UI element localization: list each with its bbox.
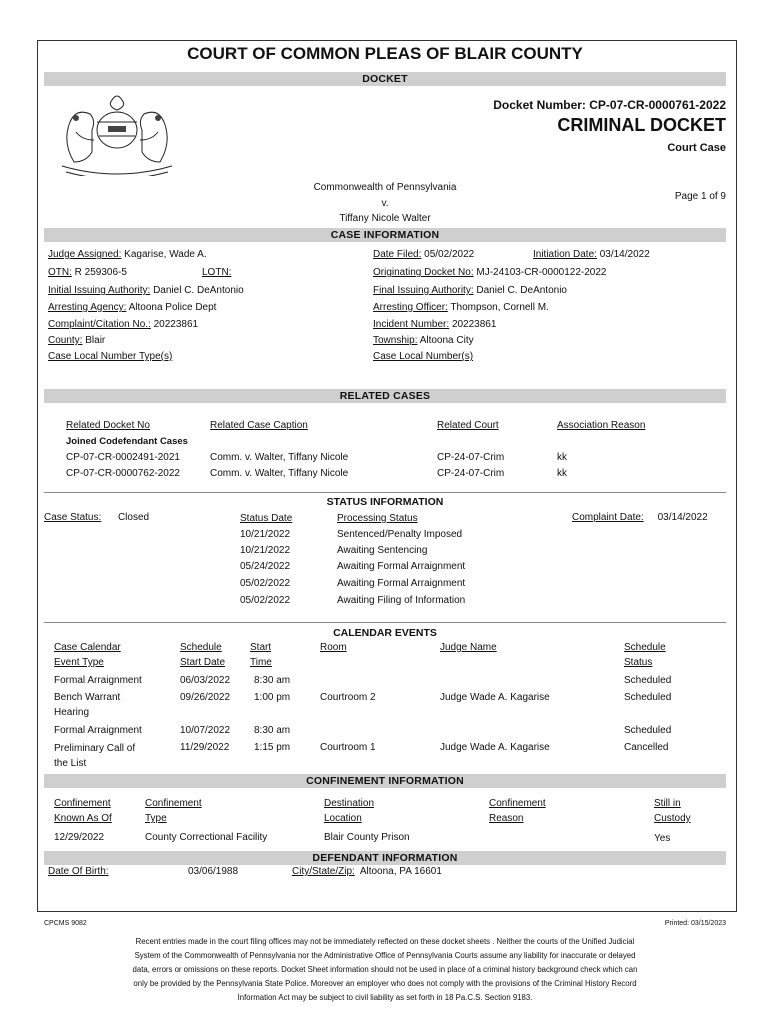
status-information-title: STATUS INFORMATION [326, 496, 444, 508]
date-filed-row: Date Filed: 05/02/2022 [373, 249, 475, 260]
initial-authority-row: Initial Issuing Authority: Daniel C. DeAntonio [48, 285, 244, 296]
destination-location-header: Location [324, 813, 362, 824]
still-in-custody-header: Custody [654, 813, 691, 824]
incident-number-row: Incident Number: 20223861 [373, 319, 497, 330]
related-caption-cell: Comm. v. Walter, Tiffany Nicole [210, 468, 349, 479]
confinement-type-header: Confinement [145, 798, 202, 809]
status-date-cell: 10/21/2022 [240, 529, 291, 540]
confinement-information-bar: CONFINEMENT INFORMATION [44, 774, 726, 788]
event-type-cell: Formal Arraignment [54, 725, 142, 736]
confinement-reason-header: Confinement [489, 798, 546, 809]
event-room-cell: Courtroom 2 [320, 692, 376, 703]
event-time-cell: 8:30 am [254, 725, 291, 736]
judge-assigned-row: Judge Assigned: Kagarise, Wade A. [48, 249, 207, 260]
criminal-docket-title: CRIMINAL DOCKET [557, 115, 726, 135]
related-cases-bar: RELATED CASES [44, 389, 726, 403]
destination-location-header: Destination [324, 798, 375, 809]
otn-row: OTN: R 259306-5 [48, 267, 127, 278]
still-in-custody-cell: Yes [654, 833, 671, 844]
processing-status-cell: Awaiting Formal Arraignment [337, 578, 466, 589]
known-as-of-cell: 12/29/2022 [54, 832, 105, 843]
lotn-label: LOTN: [202, 267, 232, 278]
schedule-status-header: Status [624, 657, 653, 668]
event-time-cell: 1:00 pm [254, 692, 291, 703]
case-local-number-label: Case Local Number(s) [373, 351, 474, 362]
related-court-cell: CP-24-07-Crim [437, 452, 505, 463]
processing-status-cell: Awaiting Formal Arraignment [337, 561, 466, 572]
event-type-header: Case Calendar [54, 642, 121, 653]
caption-defendant: Tiffany Nicole Walter [339, 213, 431, 224]
arresting-officer-row: Arresting Officer: Thompson, Cornell M. [373, 302, 549, 313]
printed-date: Printed: 03/15/2023 [664, 920, 726, 927]
status-date-header: Status Date [240, 513, 293, 524]
processing-status-cell: Awaiting Sentencing [337, 545, 428, 556]
event-type-cell: Bench Warrant [54, 692, 121, 703]
county-row: County: Blair [48, 335, 106, 346]
pennsylvania-seal-icon [52, 92, 182, 176]
processing-status-cell: Sentenced/Penalty Imposed [337, 529, 463, 540]
final-authority-row: Final Issuing Authority: Daniel C. DeAntonio [373, 285, 567, 296]
event-time-cell: 8:30 am [254, 675, 291, 686]
caption-plaintiff: Commonwealth of Pennsylvania [313, 182, 457, 193]
status-divider [44, 492, 726, 493]
date-of-birth-value: 03/06/1988 [188, 866, 239, 877]
status-date-cell: 05/02/2022 [240, 578, 291, 589]
start-time-header: Time [250, 657, 272, 668]
event-date-cell: 10/07/2022 [180, 725, 231, 736]
court-title: COURT OF COMMON PLEAS OF BLAIR COUNTY [187, 44, 583, 63]
event-date-cell: 11/29/2022 [180, 742, 230, 753]
docket-number: Docket Number: CP-07-CR-0000761-2022 [493, 98, 726, 112]
complaint-number-row: Complaint/Citation No.: 20223861 [48, 319, 199, 330]
event-date-cell: 06/03/2022 [180, 675, 231, 686]
schedule-start-header: Schedule [180, 642, 222, 653]
event-judge-cell: Judge Wade A. Kagarise [440, 692, 550, 703]
case-local-type-label: Case Local Number Type(s) [48, 351, 173, 362]
association-reason-cell: kk [557, 468, 567, 479]
processing-status-header: Processing Status [337, 513, 418, 524]
confinement-type-header: Type [145, 813, 167, 824]
schedule-start-header: Start Date [180, 657, 226, 668]
event-status-cell: Scheduled [624, 692, 672, 703]
room-header: Room [320, 642, 347, 653]
form-id: CPCMS 9082 [44, 920, 87, 927]
association-reason-header: Association Reason [557, 420, 646, 431]
calendar-divider [44, 622, 726, 623]
known-as-of-header: Known As Of [54, 813, 112, 824]
destination-location-cell: Blair County Prison [324, 832, 410, 843]
court-case-label: Court Case [667, 142, 726, 154]
event-type-cell: Formal Arraignment [54, 675, 142, 686]
case-information-bar: CASE INFORMATION [44, 228, 726, 242]
related-caption-cell: Comm. v. Walter, Tiffany Nicole [210, 452, 349, 463]
case-status-row: Case Status: Closed [44, 512, 150, 523]
originating-docket-row: Originating Docket No: MJ-24103-CR-0000122-2022 [373, 267, 607, 278]
related-docket-cell: CP-07-CR-0002491-2021 [66, 452, 180, 463]
event-judge-cell: Judge Wade A. Kagarise [440, 742, 550, 753]
event-time-cell: 1:15 pm [254, 742, 291, 753]
related-caption-header: Related Case Caption [210, 420, 308, 431]
date-of-birth-label: Date Of Birth: [48, 866, 109, 877]
status-date-cell: 05/24/2022 [240, 561, 291, 572]
calendar-events-title: CALENDAR EVENTS [333, 627, 437, 639]
association-reason-cell: kk [557, 452, 567, 463]
event-status-cell: Cancelled [624, 742, 669, 753]
docket-bar: DOCKET [44, 72, 726, 86]
event-room-cell: Courtroom 1 [320, 742, 376, 753]
defendant-information-bar: DEFENDANT INFORMATION [44, 851, 726, 865]
event-type-cell: Preliminary Call of [54, 743, 136, 754]
event-type-cell: Hearing [54, 707, 90, 718]
disclaimer-line: System of the Commonwealth of Pennsylvania nor the Administrative Office of Pennsylvania Courts assume any liability for inaccurate or delayed [134, 951, 636, 960]
status-date-cell: 10/21/2022 [240, 545, 291, 556]
initiation-date-row: Initiation Date: 03/14/2022 [533, 249, 650, 260]
disclaimer-line: data, errors or omissions on these reports. Docket Sheet information should not be used in place of a criminal history background check which can [132, 965, 638, 974]
disclaimer-line: Information Act may be subject to civil liability as set forth in 18 Pa.C.S. Section 9183. [237, 993, 533, 1002]
judge-name-header: Judge Name [440, 642, 497, 653]
related-court-header: Related Court [437, 420, 499, 431]
still-in-custody-header: Still in [654, 798, 681, 809]
event-status-cell: Scheduled [624, 725, 672, 736]
related-docket-header: Related Docket No [66, 420, 150, 431]
joined-codefendant-label: Joined Codefendant Cases [66, 436, 188, 447]
known-as-of-header: Confinement [54, 798, 111, 809]
arresting-agency-row: Arresting Agency: Altoona Police Dept [48, 302, 217, 313]
start-time-header: Start [250, 642, 272, 653]
disclaimer-line: only be provided by the Pennsylvania State Police. Moreover an employer who does not comply with the provisions of the Criminal History Record [133, 979, 637, 988]
related-docket-cell: CP-07-CR-0000762-2022 [66, 468, 180, 479]
event-type-header: Event Type [54, 657, 104, 668]
schedule-status-header: Schedule [624, 642, 666, 653]
processing-status-cell: Awaiting Filing of Information [337, 595, 466, 606]
confinement-type-cell: County Correctional Facility [145, 832, 268, 843]
confinement-reason-header: Reason [489, 813, 524, 824]
caption-versus: v. [381, 198, 389, 209]
event-type-cell: the List [54, 758, 87, 769]
city-state-zip-row: City/State/Zip: Altoona, PA 16601 [292, 866, 442, 877]
event-status-cell: Scheduled [624, 675, 672, 686]
event-date-cell: 09/26/2022 [180, 692, 231, 703]
status-date-cell: 05/02/2022 [240, 595, 291, 606]
page-indicator: Page 1 of 9 [674, 191, 726, 202]
related-court-cell: CP-24-07-Crim [437, 468, 505, 479]
disclaimer-line: Recent entries made in the court filing offices may not be immediately reflected on these docket sheets . Neither the courts of the Unified Judicial [135, 937, 635, 946]
township-row: Township: Altoona City [373, 335, 474, 346]
complaint-date-row: Complaint Date: 03/14/2022 [572, 512, 708, 523]
